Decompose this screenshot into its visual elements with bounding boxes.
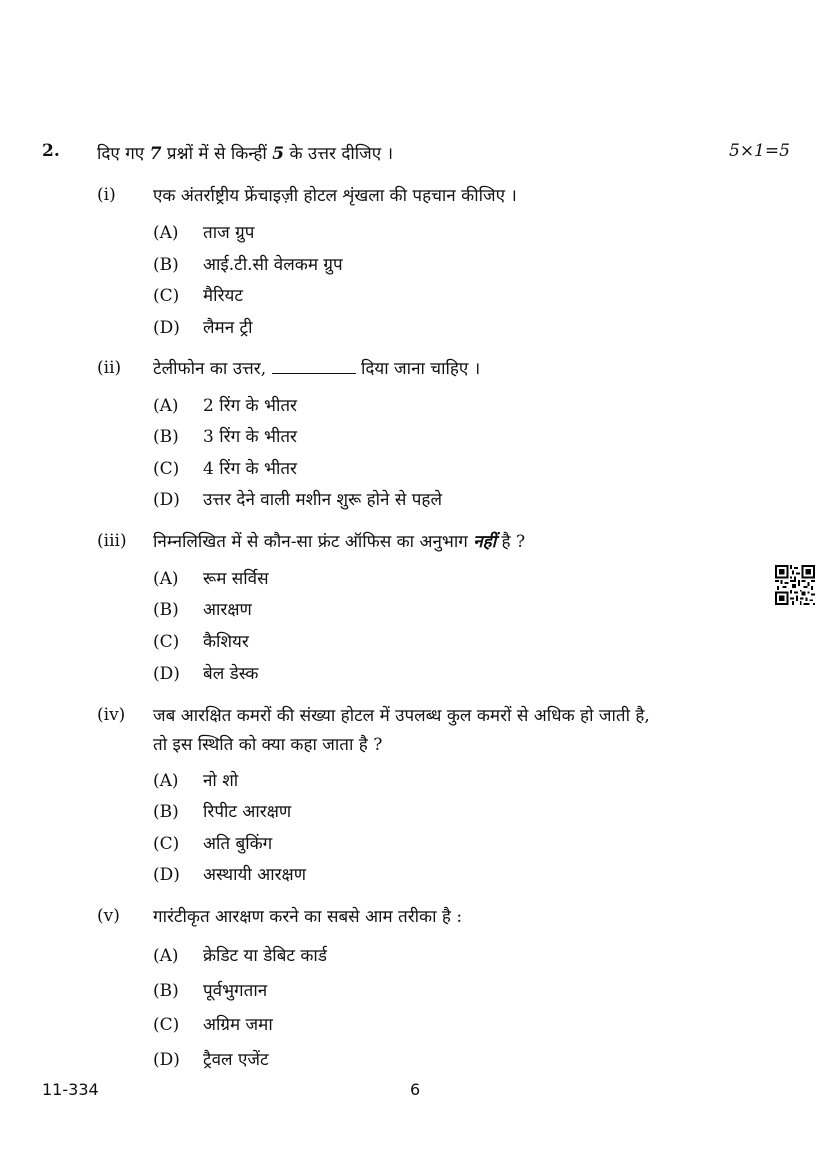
subquestion-number: (iii) [97, 531, 127, 551]
option: (D) लैमन ट्री [153, 318, 253, 338]
option: (A) नो शो [153, 771, 239, 791]
option: (D) ट्रैवल एजेंट [153, 1050, 269, 1070]
option: (B) रिपीट आरक्षण [153, 802, 292, 822]
paper-code: 11-334 [42, 1080, 99, 1099]
option: (C) अति बुकिंग [153, 834, 273, 854]
subquestion-number: (v) [97, 906, 120, 926]
option: (A) 2 रिंग के भीतर [153, 396, 298, 416]
option: (A) रूम सर्विस [153, 569, 269, 589]
option: (C) कैशियर [153, 632, 249, 652]
option: (D) अस्थायी आरक्षण [153, 865, 307, 885]
option: (B) पूर्वभुगतान [153, 981, 268, 1001]
qr-code-icon [775, 565, 815, 605]
option: (D) उत्तर देने वाली मशीन शुरू होने से पहले [153, 490, 442, 510]
page-number: 6 [410, 1080, 421, 1099]
option: (C) मैरियट [153, 286, 243, 306]
option: (B) 3 रिंग के भीतर [153, 427, 298, 447]
option: (C) 4 रिंग के भीतर [153, 459, 298, 479]
subquestion-stem: निम्नलिखित में से कौन-सा फ्रंट ऑफिस का अनुभाग नहीं है ? [153, 532, 526, 552]
marks-label: 5×1=5 [729, 141, 790, 161]
subquestion-number: (ii) [97, 358, 122, 378]
option: (C) अग्रिम जमा [153, 1015, 273, 1035]
question-instruction: दिए गए 7 प्रश्नों में से किन्हीं 5 के उत्तर दीजिए । [97, 144, 394, 164]
option: (A) ताज ग्रुप [153, 223, 255, 243]
subquestion-number: (iv) [97, 705, 126, 725]
option: (D) बेल डेस्क [153, 664, 259, 684]
subquestion-stem: गारंटीकृत आरक्षण करने का सबसे आम तरीका है : [153, 907, 463, 927]
option: (B) आरक्षण [153, 600, 252, 620]
subquestion-number: (i) [97, 185, 116, 205]
subquestion-stem-line1: जब आरक्षित कमरों की संख्या होटल में उपलब्ध कुल कमरों से अधिक हो जाती है, [153, 706, 650, 726]
subquestion-stem: एक अंतर्राष्ट्रीय फ्रेंचाइज़ी होटल शृंखला की पहचान कीजिए । [153, 186, 517, 206]
question-number: 2. [42, 141, 60, 161]
option: (B) आई.टी.सी वेलकम ग्रुप [153, 255, 343, 275]
subquestion-stem-line2: तो इस स्थिति को क्या कहा जाता है ? [153, 735, 383, 755]
subquestion-stem: टेलीफोन का उत्तर, दिया जाना चाहिए । [153, 359, 481, 379]
answer-blank [272, 359, 356, 374]
option: (A) क्रेडिट या डेबिट कार्ड [153, 946, 327, 966]
